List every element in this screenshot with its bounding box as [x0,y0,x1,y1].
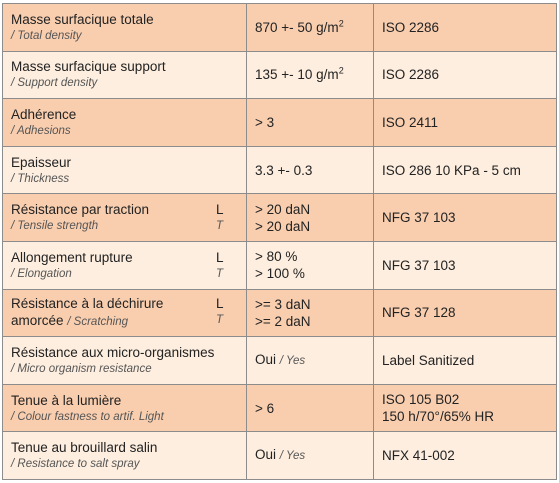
norm-cell: NFG 37 103 [374,241,557,289]
value-cell [247,51,374,99]
property-cell [3,241,247,289]
property-cell [3,384,247,432]
value-transverse: > 100 % [255,266,305,282]
property-label-en: / Colour fastness to artif. Light [11,410,164,423]
technical-specs-table [2,3,557,480]
property-label-fr: Tenue au brouillard salin [11,440,158,456]
value-cell [247,289,374,337]
property-label-fr: Epaisseur [11,154,72,170]
property-label-en: / Tensile strength [11,220,99,233]
norm-cell: ISO 286 10 KPa - 5 cm [374,146,557,194]
property-label-fr: Tenue à la lumière [11,392,122,408]
value-cell [247,337,374,385]
property-cell [3,146,247,194]
value-text: 870 +- 50 g/m [255,19,339,35]
norm-cell: ISO 2286 [374,51,557,99]
property-cell [3,289,247,337]
direction-longitudinal: L [216,249,224,265]
value-text-en: / Yes [279,354,306,367]
property-cell [3,337,247,385]
property-cell [3,51,247,99]
value-cell: 3.3 +- 0.3 [247,146,374,194]
property-label-en: / Adhesions [11,124,71,137]
value-transverse: > 20 daN [255,218,311,234]
table-row [3,99,557,147]
property-label-fr: Résistance à la déchirure [11,295,164,311]
value-cell [247,241,374,289]
direction-longitudinal: L [216,202,224,218]
direction-transverse: T [216,313,224,326]
norm-cell: ISO 2411 [374,99,557,147]
value-cell: > 3 [247,99,374,147]
property-label-en: / Total density [11,29,82,42]
table-row [3,337,557,385]
norm-cell: ISO 2286 [374,4,557,52]
property-label-fr: Résistance par traction [11,202,150,218]
value-cell: > 6 [247,384,374,432]
norm-cell: Label Sanitized [374,337,557,385]
direction-transverse: T [216,220,224,233]
norm-line-1: ISO 105 B02 [382,392,460,408]
norm-cell: NFX 41-002 [374,432,557,480]
norm-cell [374,384,557,432]
property-label-fr: Masse surfacique support [11,59,166,75]
property-label-en: / Support density [11,77,98,90]
value-longitudinal: >= 3 daN [255,296,311,312]
table-row [3,194,557,242]
norm-cell: NFG 37 103 [374,194,557,242]
property-label-fr: Adhérence [11,106,77,122]
table-row [3,51,557,99]
table-row [3,4,557,52]
norm-line-2: 150 h/70°/65% HR [382,409,494,425]
value-text: Oui [255,351,277,367]
property-cell [3,4,247,52]
table-row [3,241,557,289]
property-label-fr: Allongement rupture [11,249,133,265]
property-label-en: / Resistance to salt spray [11,458,140,471]
property-label-fr-line2: amorcée [11,312,64,328]
property-label-en: / Elongation [11,267,72,280]
value-cell [247,432,374,480]
value-text: 135 +- 10 g/m [255,67,339,83]
property-cell [3,432,247,480]
value-longitudinal: > 20 daN [255,201,311,217]
property-label-fr: Résistance aux micro-organismes [11,344,215,360]
value-text: Oui [255,447,277,463]
value-text-en: / Yes [279,450,306,463]
property-cell [3,99,247,147]
property-label-en: / Thickness [11,172,70,185]
table-row [3,432,557,480]
property-label-fr: Masse surfacique totale [11,11,154,27]
property-label-en: / Scratching [67,315,129,328]
value-exponent: 2 [338,65,344,76]
value-exponent: 2 [338,18,344,29]
property-cell [3,194,247,242]
table-row [3,146,557,194]
value-cell [247,4,374,52]
table-row [3,384,557,432]
value-longitudinal: > 80 % [255,249,298,265]
table-row [3,289,557,337]
property-label-en: / Micro organism resistance [11,362,152,375]
value-transverse: >= 2 daN [255,313,311,329]
direction-transverse: T [216,267,224,280]
direction-longitudinal: L [216,295,224,311]
norm-cell: NFG 37 128 [374,289,557,337]
value-cell [247,194,374,242]
